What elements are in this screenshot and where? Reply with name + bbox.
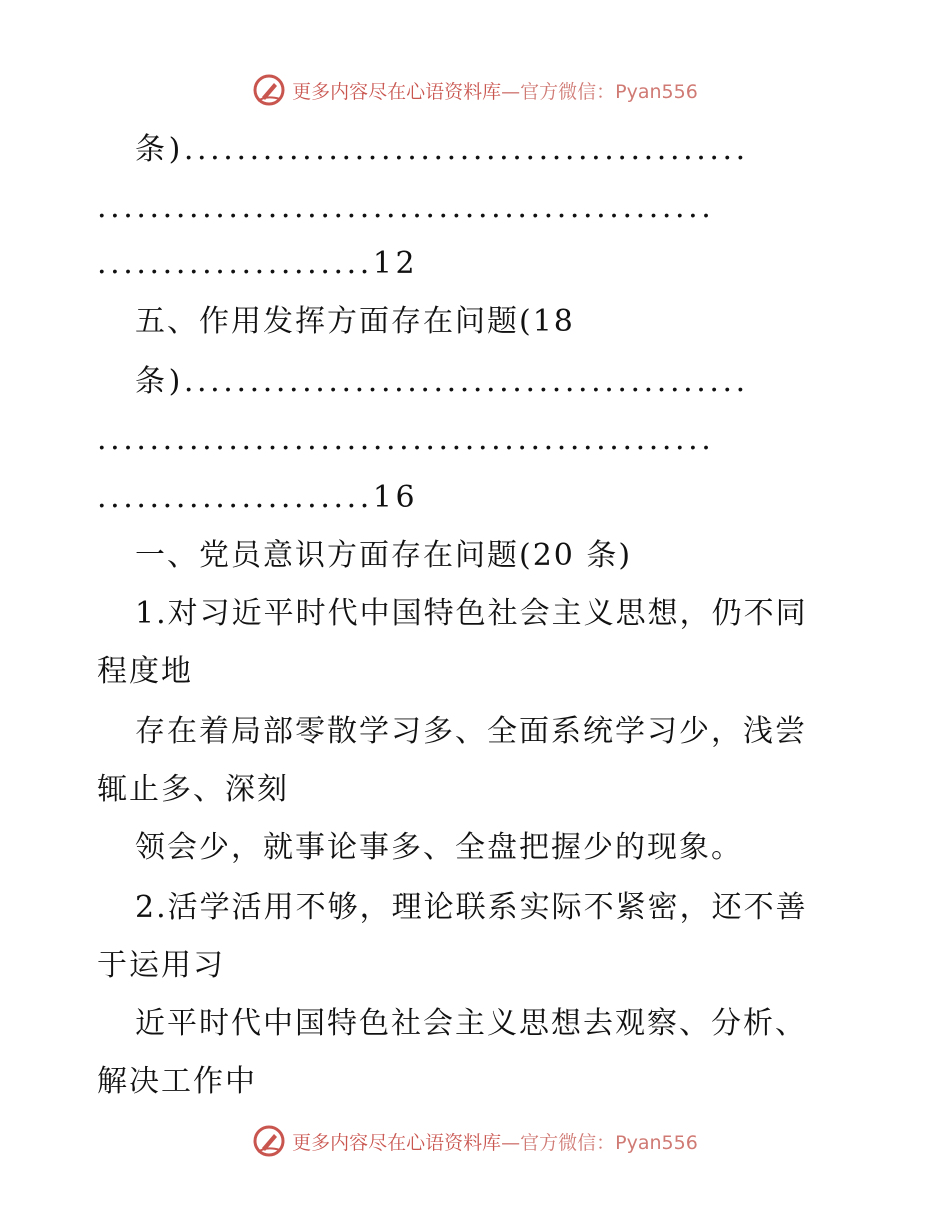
watermark-header [0,70,950,110]
toc-line-4-leader: ............................................... [97,190,715,225]
pen-circle-logo-icon [252,73,286,107]
paragraph-line: 领会少，就事论事多、全盘把握少的现象。 [135,830,743,865]
toc-line-4-page: .....................12 [97,246,419,281]
section-heading-1: 一、党员意识方面存在问题(20 条) [135,538,633,573]
toc-line-5-label: 条)........................................... [135,364,749,399]
paragraph-line: 存在着局部零散学习多、全面系统学习少，浅尝 [135,714,807,749]
watermark-text-main: 更多内容尽在心语资料库 [292,1131,502,1154]
watermark-text-sub: —官方微信：Pyan556 [501,1131,698,1154]
paragraph-line: 2.活学活用不够，理论联系实际不紧密，还不善 [135,890,808,925]
paragraph-line: 解决工作中 [97,1064,257,1099]
paragraph-line: 程度地 [97,654,193,689]
toc-line-5-title: 五、作用发挥方面存在问题(18 [135,304,575,339]
watermark-footer [0,1121,950,1161]
toc-line-4-label: 条)........................................... [135,132,749,167]
paragraph-line: 于运用习 [97,948,225,983]
pen-circle-logo-icon [252,1124,286,1158]
toc-line-5-leader: ............................................... [97,422,715,457]
watermark-text-sub: —官方微信：Pyan556 [501,80,698,103]
watermark-text-main: 更多内容尽在心语资料库 [292,80,502,103]
toc-line-5-page: .....................16 [97,480,419,515]
paragraph-line: 1.对习近平时代中国特色社会主义思想，仍不同 [135,596,808,631]
paragraph-line: 近平时代中国特色社会主义思想去观察、分析、 [135,1006,807,1041]
paragraph-line: 辄止多、深刻 [97,772,289,807]
